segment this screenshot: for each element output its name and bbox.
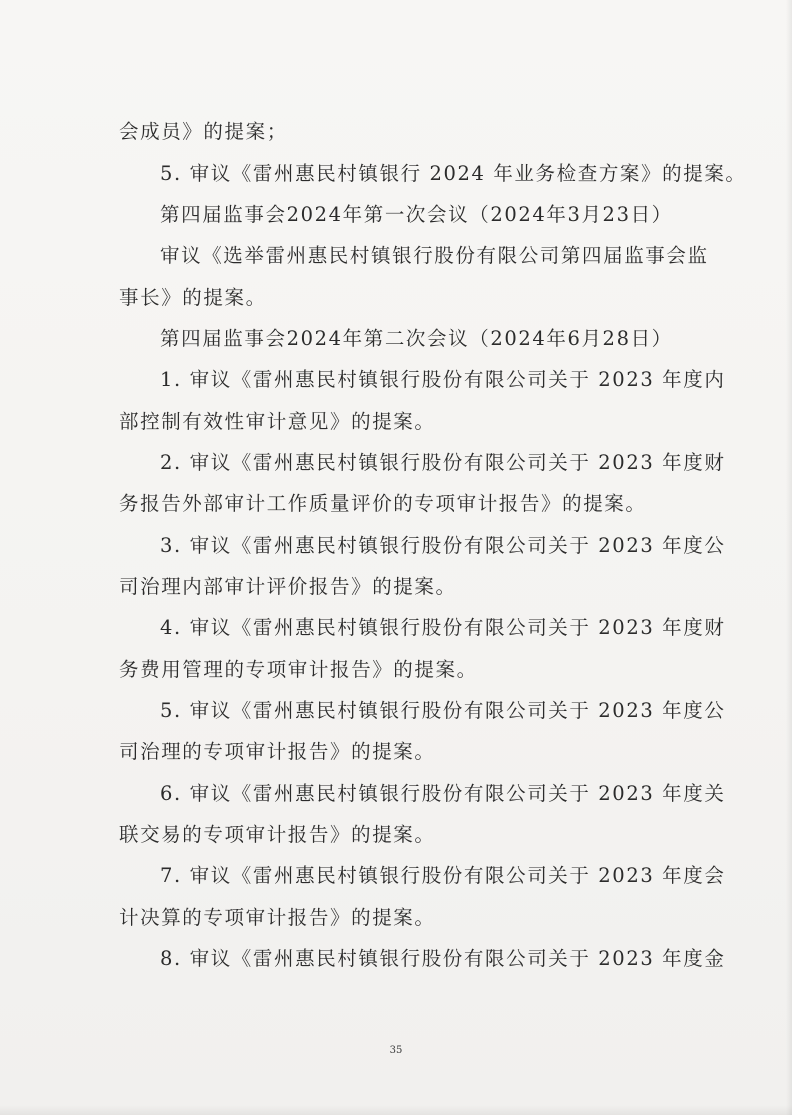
text-line: 2. 审议《雷州惠民村镇银行股份有限公司关于 2023 年度财	[160, 451, 726, 474]
text-line: 事长》的提案。	[119, 286, 267, 309]
text-line: 3. 审议《雷州惠民村镇银行股份有限公司关于 2023 年度公	[160, 534, 726, 557]
text-line: 部控制有效性审计意见》的提案。	[119, 410, 436, 433]
text-line: 7. 审议《雷州惠民村镇银行股份有限公司关于 2023 年度会	[160, 864, 726, 887]
text-line: 审议《选举雷州惠民村镇银行股份有限公司第四届监事会监	[160, 244, 709, 267]
text-line: 第四届监事会2024年第一次会议（2024年3月23日）	[160, 203, 673, 226]
text-line: 5. 审议《雷州惠民村镇银行 2024 年业务检查方案》的提案。	[160, 162, 747, 185]
text-line: 联交易的专项审计报告》的提案。	[119, 823, 436, 846]
text-line: 4. 审议《雷州惠民村镇银行股份有限公司关于 2023 年度财	[160, 616, 726, 639]
text-line: 第四届监事会2024年第二次会议（2024年6月28日）	[160, 327, 673, 350]
text-line: 务报告外部审计工作质量评价的专项审计报告》的提案。	[119, 492, 647, 515]
text-line: 司治理内部审计评价报告》的提案。	[119, 575, 457, 598]
text-line: 6. 审议《雷州惠民村镇银行股份有限公司关于 2023 年度关	[160, 782, 726, 805]
text-line: 会成员》的提案；	[119, 120, 288, 143]
text-line: 计决算的专项审计报告》的提案。	[119, 906, 436, 929]
text-line: 8. 审议《雷州惠民村镇银行股份有限公司关于 2023 年度金	[160, 947, 726, 970]
page-edge-shadow	[786, 0, 792, 1115]
text-line: 5. 审议《雷州惠民村镇银行股份有限公司关于 2023 年度公	[160, 699, 726, 722]
page-number: 35	[389, 1045, 403, 1056]
text-line: 司治理的专项审计报告》的提案。	[119, 740, 436, 763]
page-bottom-shadow	[0, 1105, 792, 1115]
text-line: 1. 审议《雷州惠民村镇银行股份有限公司关于 2023 年度内	[160, 368, 726, 391]
text-line: 务费用管理的专项审计报告》的提案。	[119, 658, 478, 681]
